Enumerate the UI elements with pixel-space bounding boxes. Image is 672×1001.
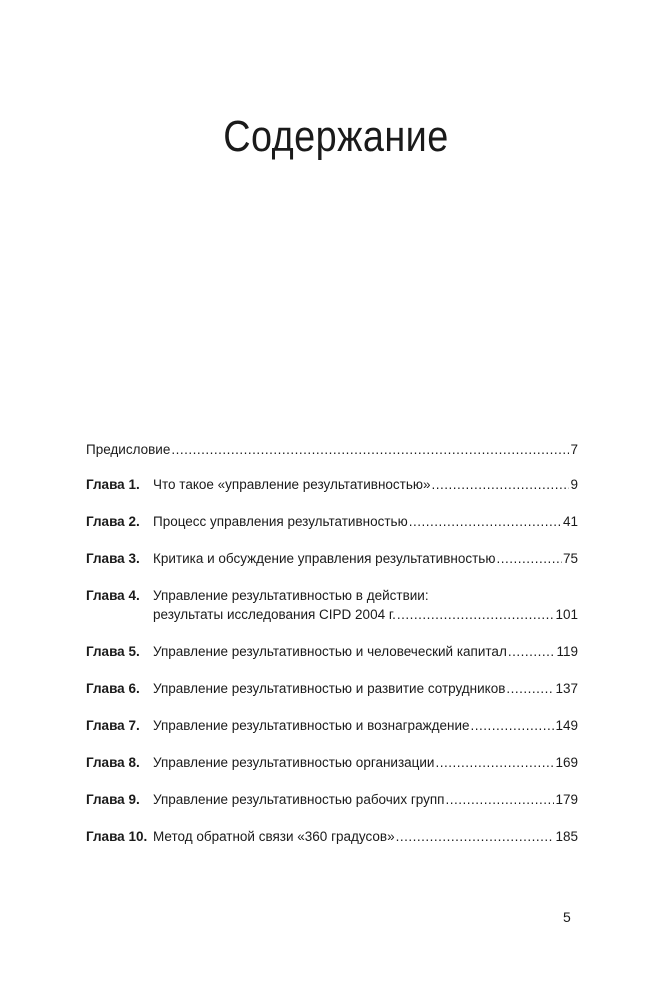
dot-leader — [506, 679, 554, 698]
chapter-title-line-1: Управление результативностью в действии: — [153, 588, 429, 603]
chapter-page: 179 — [555, 792, 578, 807]
dot-leader — [446, 790, 555, 809]
dot-leader — [396, 827, 555, 846]
chapter-label: Глава 7. — [86, 718, 140, 733]
dot-leader — [397, 605, 555, 624]
toc-entry-chapter-6 — [86, 679, 578, 698]
dot-leader — [496, 549, 562, 568]
chapter-label: Глава 4. — [86, 588, 140, 603]
toc-entry-page: 7 — [570, 442, 578, 457]
toc-entry-chapter-10 — [86, 827, 578, 846]
chapter-title: Управление результативностью рабочих групп — [153, 792, 445, 807]
dot-leader — [432, 475, 570, 494]
chapter-label: Глава 9. — [86, 792, 140, 807]
chapter-label: Глава 1. — [86, 477, 140, 492]
dot-leader — [409, 512, 562, 531]
chapter-title-line-2: результаты исследования CIPD 2004 г. — [153, 607, 396, 622]
chapter-title: Управление результативностью и развитие сотрудников — [153, 681, 506, 696]
chapter-title: Управление результативностью организации — [153, 755, 435, 770]
toc-entry-preface — [86, 440, 578, 459]
chapter-label: Глава 8. — [86, 755, 140, 770]
chapter-title: Управление результативностью и вознаграждение — [153, 718, 470, 733]
chapter-label: Глава 2. — [86, 514, 140, 529]
chapter-page: 41 — [562, 514, 578, 529]
toc-entry-chapter-9 — [86, 790, 578, 809]
toc-entry-chapter-2 — [86, 512, 578, 531]
chapter-page: 169 — [555, 755, 578, 770]
chapter-label: Глава 5. — [86, 644, 140, 659]
chapter-title: Управление результативностью и человеческий капитал — [153, 644, 507, 659]
toc-entry-chapter-1 — [86, 475, 578, 494]
chapter-page: 101 — [555, 607, 578, 622]
toc-entry-chapter-8 — [86, 753, 578, 772]
chapter-page: 137 — [555, 681, 578, 696]
dot-leader — [171, 440, 569, 459]
dot-leader — [471, 716, 555, 735]
chapter-label: Глава 6. — [86, 681, 140, 696]
chapter-page: 149 — [555, 718, 578, 733]
chapter-page: 9 — [570, 477, 578, 492]
dot-leader — [435, 753, 554, 772]
page-number: 5 — [563, 909, 571, 925]
chapter-page: 75 — [562, 551, 578, 566]
chapter-page: 185 — [555, 829, 578, 844]
table-of-contents — [86, 440, 578, 846]
dot-leader — [508, 642, 556, 661]
chapter-title: Критика и обсуждение управления результативностью — [153, 551, 496, 566]
chapter-title: Процесс управления результативностью — [153, 514, 408, 529]
toc-entry-chapter-5 — [86, 642, 578, 661]
toc-entry-chapter-4 — [86, 586, 578, 624]
chapter-page: 119 — [556, 644, 578, 659]
chapter-label: Глава 3. — [86, 551, 140, 566]
page-title: Содержание — [223, 112, 449, 161]
chapter-label: Глава 10. — [86, 829, 148, 844]
chapter-title: Метод обратной связи «360 градусов» — [153, 829, 395, 844]
toc-entry-chapter-3 — [86, 549, 578, 568]
toc-entry-text: Предисловие — [86, 442, 171, 457]
chapter-title: Что такое «управление результативностью» — [153, 477, 431, 492]
toc-entry-chapter-7 — [86, 716, 578, 735]
